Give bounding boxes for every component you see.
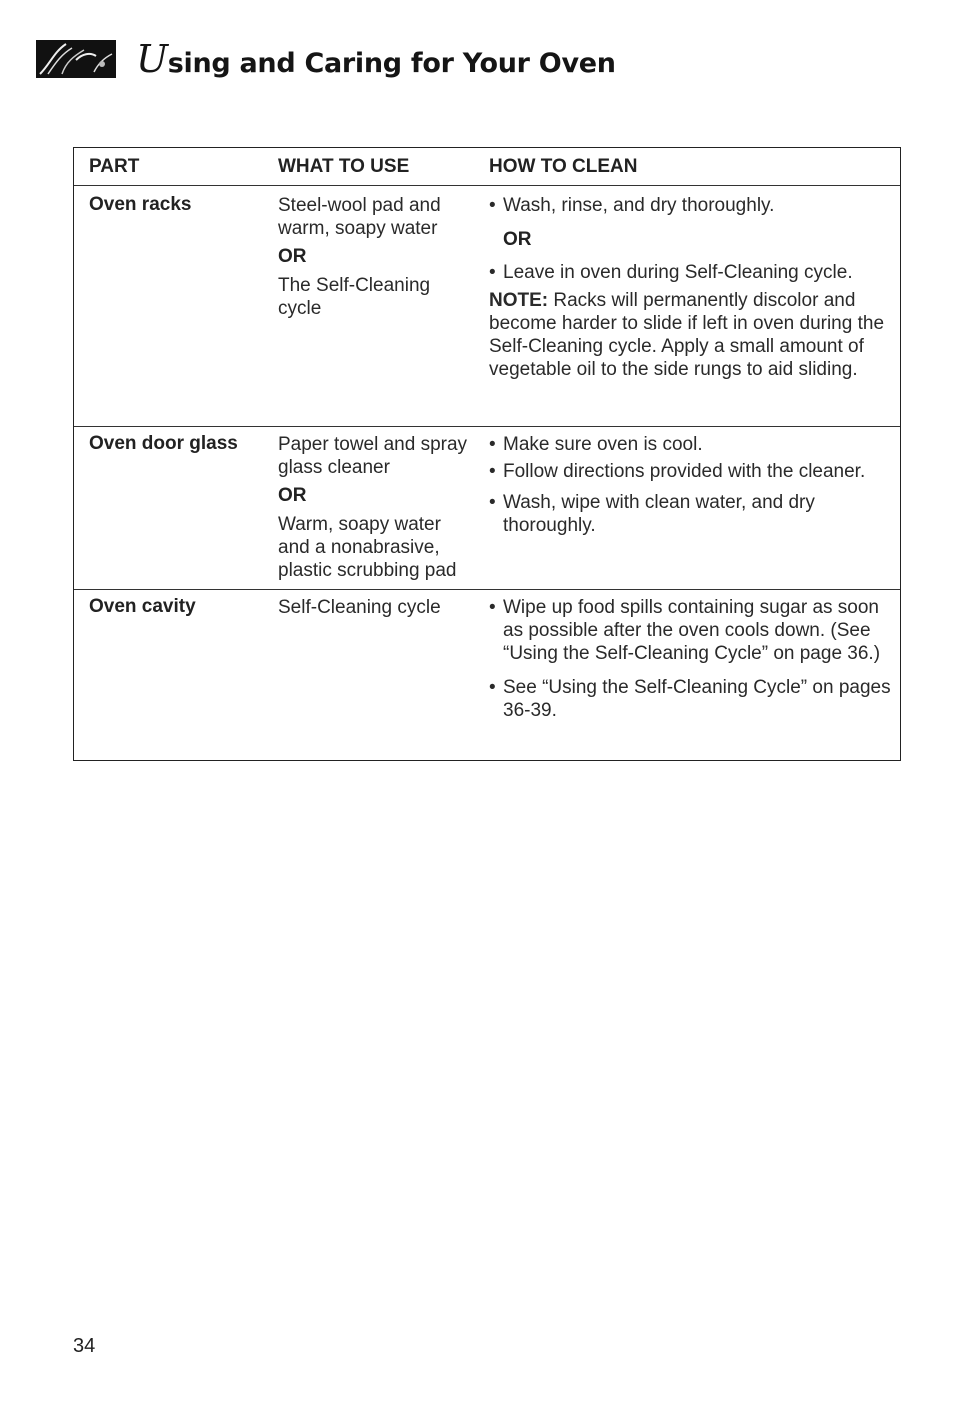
- column-header-what-to-use: WHAT TO USE: [278, 155, 410, 177]
- note: [489, 289, 900, 381]
- page-header: [36, 34, 616, 84]
- column-header-how-to-clean: HOW TO CLEAN: [489, 155, 638, 177]
- what-to-use-cell: [264, 194, 474, 426]
- table-row: [74, 426, 900, 589]
- note-label: NOTE:: [489, 290, 549, 311]
- instruction-item: • Leave in oven during Self-Cleaning cycle.: [489, 261, 900, 284]
- what-to-use-cell: Self-Cleaning cycle: [278, 597, 441, 618]
- or-label: OR: [503, 229, 532, 250]
- logo-icon: [36, 40, 116, 78]
- table-row: [74, 589, 900, 760]
- part-cell: Oven door glass: [89, 433, 238, 454]
- use-option: Steel-wool pad and warm, soapy water: [278, 195, 441, 239]
- how-to-clean-cell: [474, 433, 900, 589]
- part-cell: Oven racks: [89, 194, 192, 215]
- note-text: Racks will permanently discolor and become harder to slide if left in oven during the Self-Cleaning cycle. Apply a small amount of vegetable oil to the side rungs to aid sliding.: [489, 290, 885, 380]
- instruction-item: • See “Using the Self-Cleaning Cycle” on pages 36-39.: [489, 676, 900, 722]
- what-to-use-cell: [264, 433, 474, 589]
- instruction-item: • Wipe up food spills containing sugar as soon as possible after the oven cools down. (See “Using the Self-Cleaning Cycle” on page 36.): [489, 596, 900, 665]
- page-number: 34: [73, 1335, 96, 1357]
- part-cell: Oven cavity: [89, 596, 196, 617]
- or-label: OR: [278, 485, 307, 506]
- instruction-item: • Make sure oven is cool.: [489, 433, 900, 456]
- instruction-item: • Wash, wipe with clean water, and dry thoroughly.: [489, 491, 900, 537]
- title-initial: U: [136, 37, 168, 81]
- instruction-item: • Wash, rinse, and dry thoroughly.: [489, 194, 900, 217]
- instruction-item: • Follow directions provided with the cleaner.: [489, 460, 900, 483]
- cleaning-table: [73, 147, 901, 761]
- use-option: Paper towel and spray glass cleaner: [278, 434, 468, 478]
- use-option: Warm, soapy water and a nonabrasive, plastic scrubbing pad: [278, 514, 457, 581]
- table-row: [74, 185, 900, 426]
- page-title: [136, 37, 616, 81]
- use-option: The Self-Cleaning cycle: [278, 275, 431, 319]
- title-rest: sing and Caring for Your Oven: [167, 48, 616, 79]
- how-to-clean-cell: [474, 194, 900, 426]
- table-header-row: [74, 148, 900, 185]
- or-label: OR: [278, 246, 307, 267]
- column-header-part: PART: [89, 155, 140, 177]
- how-to-clean-cell: [474, 596, 900, 760]
